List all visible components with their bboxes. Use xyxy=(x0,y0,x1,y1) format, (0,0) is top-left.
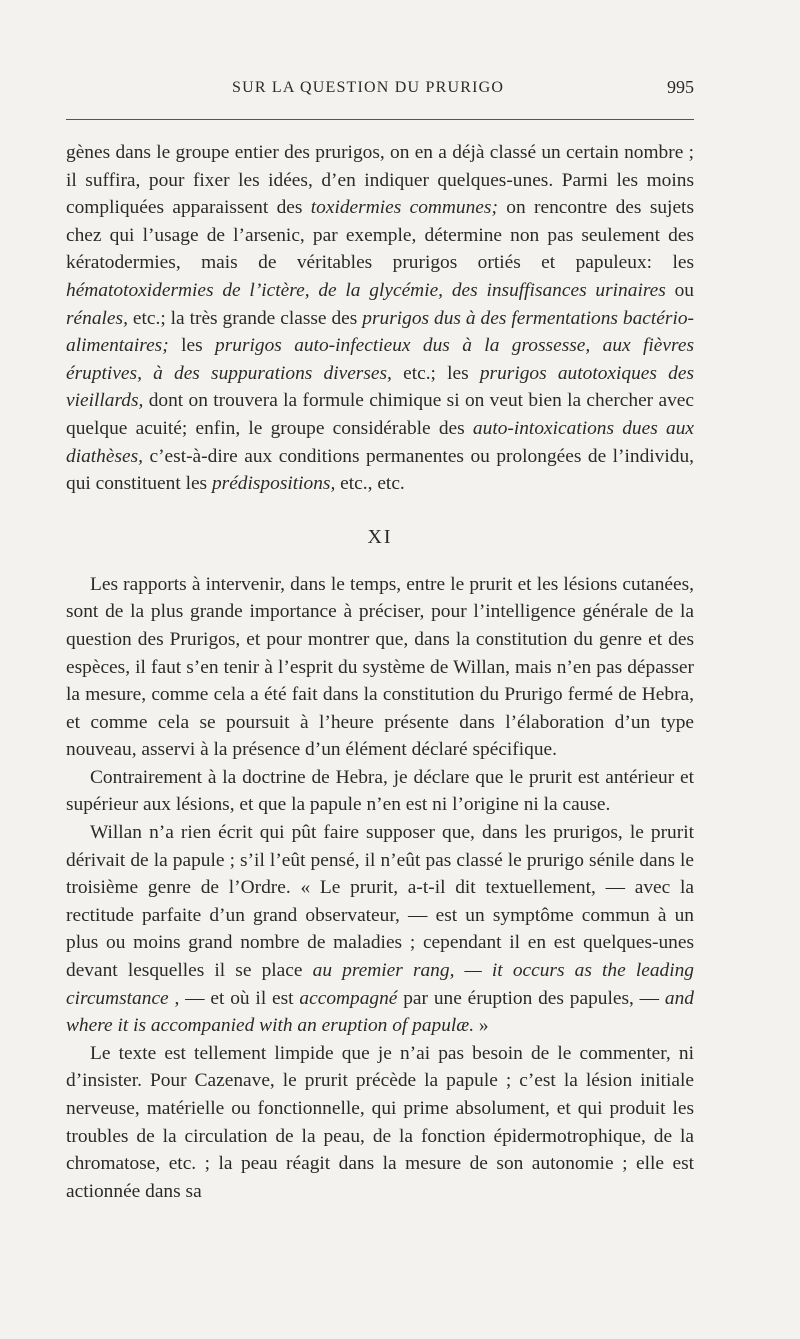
paragraph: Le texte est tellement limpide que je n’ai pas besoin de le commenter, ni d’insister. Pour Cazenave, le prurit précède la papule ; c’est la lésion initiale nerveuse, matérielle ou fonctionnelle, qui prime absolument, et qui produit les troubles de la circulation de la peau, de la fonction épidermotrophique, de la chromatose, etc. ; la peau réagit dans la mesure de son autonomie ; elle est actionnée dans sa xyxy=(66,1042,694,1202)
section-heading: XI xyxy=(367,525,393,548)
paragraph: Willan n’a rien écrit qui pût faire supposer que, dans les prurigos, le prurit dérivait de la papule ; s’il l’eût pensé, il n’eût pas classé le prurigo sénile dans le troisième genre de l’Ordre. « Le prurit, a-t-il dit textuellement, — avec la rectitude parfaite d’un grand observateur, — est un symptôme commun à un plus ou moins grand nombre de maladies ; cependant il en est quelques-unes devant lesquelles il se place au premier rang, — it occurs as the leading circumstance , — et où il est accompagné par une éruption des papules, — and where it is accompanied with an eruption of papulæ. » xyxy=(66,822,694,1037)
body-text xyxy=(66,139,694,1205)
page-number: 995 xyxy=(667,77,694,97)
paragraph-continued: gènes dans le groupe entier des prurigos, on en a déjà classé un certain nombre ; il suffira, pour fixer les idées, d’en indiquer quelques-unes. Parmi les moins compliquées apparaissent des toxidermies communes; on rencontre des sujets chez qui l’usage de l’arsenic, par exemple, détermine non pas seulement des kératodermies, mais de véritables prurigos ortiés et papuleux: les hématotoxidermies de l’ictère, de la glycémie, des insuffisances urinaires ou rénales, etc.; la très grande classe des prurigos dus à des fermentations bactério-alimentaires; les prurigos auto-infectieux dus à la grossesse, aux fièvres éruptives, à des suppurations diverses, etc.; les prurigos autotoxiques des vieillards, dont on trouvera la formule chimique si on veut bien la chercher avec quelque acuité; enfin, le groupe considérable des auto-intoxications dues aux diathèses, c’est-à-dire aux conditions permanentes ou prolongées de l’individu, qui constituent les prédispositions, etc., etc. xyxy=(66,142,694,495)
paragraph: Les rapports à intervenir, dans le temps, entre le prurit et les lésions cutanées, sont de la plus grande importance à préciser, pour l’intelligence générale de la question des Prurigos, et pour montrer que, dans la constitution du genre et des espèces, il faut s’en tenir à l’esprit du système de Willan, mais n’en pas dépasser la mesure, comme cela a été fait dans la constitution du Prurigo fermé de Hebra, et comme cela se poursuit à l’heure présente dans l’élaboration d’un type nouveau, asservi à la présence d’un élément déclaré spécifique. xyxy=(66,573,694,761)
running-title: SUR LA QUESTION DU PRURIGO xyxy=(232,79,505,96)
paragraph: Contrairement à la doctrine de Hebra, je déclare que le prurit est antérieur et supérieur aux lésions, et que la papule n’en est ni l’origine ni la cause. xyxy=(66,766,694,816)
page-header xyxy=(66,79,694,107)
header-rule xyxy=(66,119,694,120)
